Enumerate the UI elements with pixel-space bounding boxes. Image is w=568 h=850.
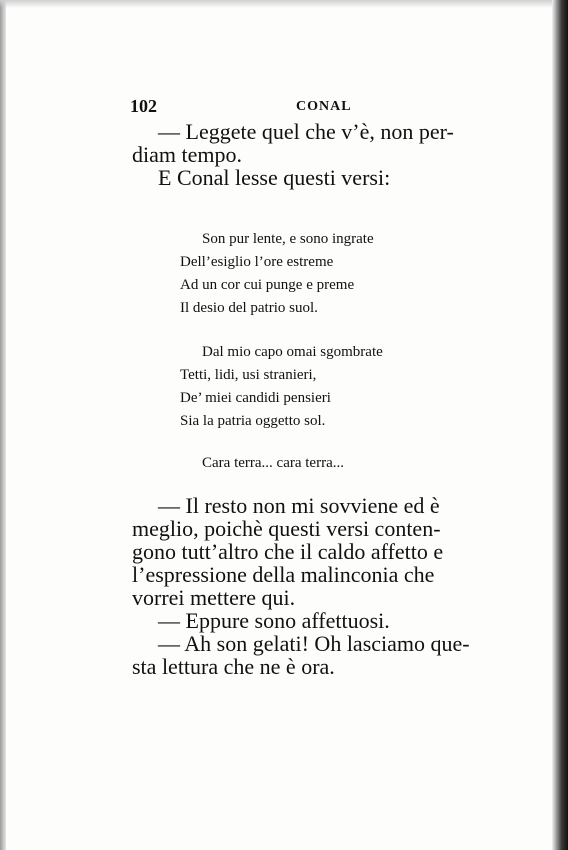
poem-stanza-2: [180, 341, 480, 433]
prose-line: vorrei mettere qui.: [132, 585, 296, 610]
verse-line: Il desio del patrio suol.: [180, 300, 318, 316]
prose-line: diam tempo.: [132, 142, 242, 167]
verse-line: Dal mio capo omai sgombrate: [202, 344, 383, 360]
prose-line: E Conal lesse questi versi:: [158, 165, 391, 190]
page-edge-left: [0, 0, 6, 850]
prose-line: — Eppure sono affettuosi.: [158, 608, 390, 633]
prose-top: [132, 120, 510, 189]
verse-line: Cara terra... cara terra...: [202, 455, 344, 471]
verse-line: Dell’esiglio l’ore estreme: [180, 254, 334, 270]
prose-line: l’espressione della malinconia che: [132, 562, 435, 587]
prose-line: gono tutt’altro che il caldo affetto e: [132, 539, 444, 564]
prose-line: — Leggete quel che v’è, non per-: [158, 119, 454, 144]
page-header: [130, 96, 500, 118]
verse-line: Tetti, lidi, usi stranieri,: [180, 367, 317, 383]
prose-line: — Ah son gelati! Oh lasciamo que-: [158, 631, 470, 656]
prose-line: sta lettura che ne è ora.: [132, 654, 335, 679]
poem-stanza-1: [180, 228, 480, 320]
poem-stanza-3: [180, 452, 480, 475]
verse-line: De’ miei candidi pensieri: [180, 390, 331, 406]
page-edge-right: [552, 0, 568, 850]
verse-line: Son pur lente, e sono ingrate: [202, 231, 374, 247]
prose-bottom: [132, 494, 510, 678]
prose-line: meglio, poichè questi versi conten-: [132, 516, 441, 541]
prose-line: — Il resto non mi sovviene ed è: [158, 493, 440, 518]
verse-line: Ad un cor cui punge e preme: [180, 277, 355, 293]
running-head: CONAL: [296, 99, 352, 114]
page-number: 102: [130, 96, 157, 116]
verse-line: Sia la patria oggetto sol.: [180, 413, 326, 429]
page-edge-top: [0, 0, 568, 8]
